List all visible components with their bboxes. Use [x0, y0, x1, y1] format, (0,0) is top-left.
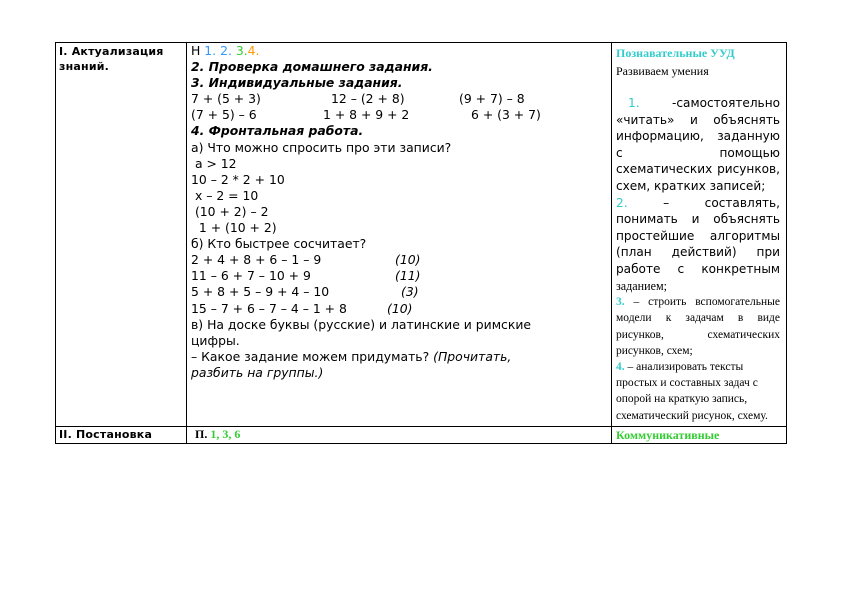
list-item: х – 2 = 10 [191, 187, 259, 203]
tasks-refs: Н 1. 2. 3.4. [191, 43, 260, 58]
list-item: (10 + 2) – 2 [191, 203, 269, 219]
table-row [56, 426, 787, 443]
question-c: цифры. [191, 332, 240, 348]
stage-cell [56, 43, 187, 427]
uud-content [612, 43, 786, 426]
lesson-plan-table [55, 42, 787, 444]
skill-item: 4. – анализировать тексты простых и составных задач с опорой на краткую запись, схематический рисунок, схему. [616, 360, 768, 422]
uud-content [612, 427, 786, 443]
uud-title: Познавательные УУД [616, 46, 735, 60]
uud-title: Коммуникативные [616, 427, 720, 442]
heading-homework: 2. Проверка домашнего задания. [191, 59, 433, 75]
stage-label: II. Постановка [59, 427, 153, 441]
stage-label: I. Актуализация знаний. [59, 45, 164, 73]
question-c: – Какое задание можем придумать? (Прочитать, [191, 348, 512, 364]
expression-row: (7 + 5) – 6 1 + 8 + 9 + 2 6 + (3 + 7) [191, 107, 541, 123]
list-item: 5 + 8 + 5 – 9 + 4 – 10 (3) [191, 284, 419, 300]
list-item: а > 12 [191, 155, 237, 171]
uud-cell [612, 426, 787, 443]
list-item: 1 + (10 + 2) [191, 220, 277, 236]
skill-item: 2. – составлять, понимать и объяснять простейшие алгоритмы (план действий) при работе с конкретным заданием; [616, 195, 780, 293]
list-item: 15 – 7 + 6 – 7 – 4 – 1 + 8 (10) [191, 300, 413, 316]
tasks-cell [187, 43, 612, 427]
skill-item: 1. -самостоятельно «читать» и объяснять информацию, заданную с помощью схематических рисунков, схем, кратких записей; [616, 96, 780, 193]
question-a: а) Что можно спросить про эти записи? [191, 139, 452, 155]
question-c: в) На доске буквы (русские) и латинские и римские [191, 316, 532, 332]
list-item: 10 – 2 * 2 + 10 [191, 171, 285, 187]
list-item: 11 – 6 + 7 – 10 + 9 (11) [191, 268, 421, 284]
heading-individual: 3. Индивидуальные задания. [191, 75, 403, 91]
list-item: 2 + 4 + 8 + 6 – 1 – 9 (10) [191, 252, 421, 268]
expression-row: 7 + (5 + 3) 12 – (2 + 8) (9 + 7) – 8 [191, 91, 525, 107]
table-row [56, 43, 787, 427]
question-c: разбить на группы.) [191, 364, 324, 380]
skill-item: 3. – строить вспомогательные модели к задачам в виде рисунков, схематических рисунков, схем; [616, 296, 780, 357]
heading-frontal: 4. Фронтальная работа. [191, 123, 364, 139]
stage-cell [56, 426, 187, 443]
question-b: б) Кто быстрее сосчитает? [191, 236, 367, 252]
tasks-cell [187, 426, 612, 443]
tasks-content [187, 43, 611, 381]
uud-subtitle: Развиваем умения [616, 64, 709, 78]
tasks-refs: П. 1, 3, 6 [195, 426, 241, 441]
uud-cell [612, 43, 787, 427]
